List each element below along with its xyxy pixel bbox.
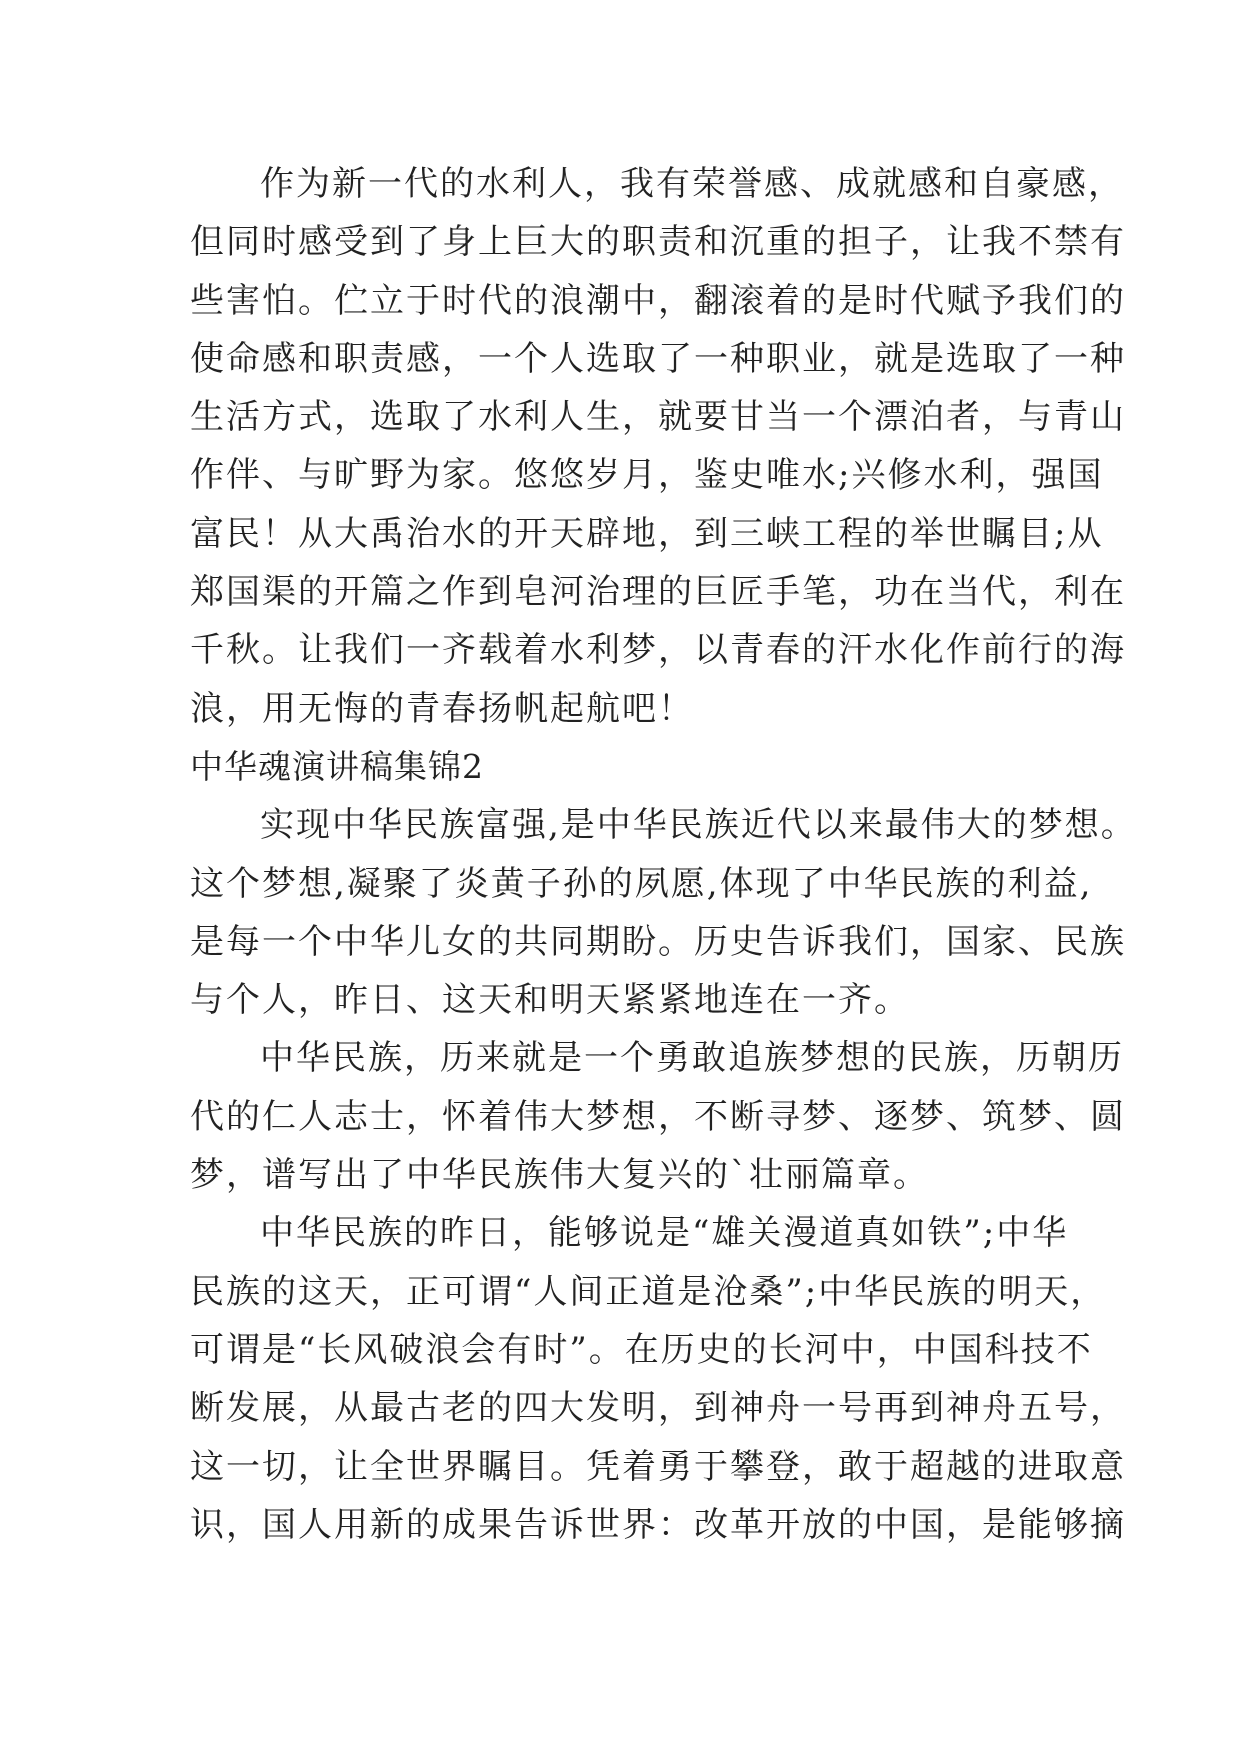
text-line: 些害怕。伫立于时代的浪潮中，翻滚着的是时代赋予我们的 — [190, 280, 1126, 321]
text-line: 作伴、与旷野为家。悠悠岁月，鉴史唯水;兴修水利，强国 — [190, 455, 1104, 496]
text-line: 民族的这天，正可谓“人间正道是沧桑”;中华民族的明天， — [190, 1271, 1107, 1312]
text-line: 可谓是“长风破浪会有时”。在历史的长河中，中国科技不 — [190, 1329, 1093, 1370]
text-line: 千秋。让我们一齐载着水利梦，以青春的汗水化作前行的海 — [190, 630, 1126, 671]
text-line: 浪，用无悔的青春扬帆起航吧！ — [190, 688, 694, 729]
text-line: 断发展，从最古老的四大发明，到神舟一号再到神舟五号， — [190, 1388, 1126, 1429]
text-line: 生活方式，选取了水利人生，就要甘当一个漂泊者，与青山 — [190, 397, 1126, 438]
section-heading: 中华魂演讲稿集锦2 — [190, 746, 484, 786]
document-body — [190, 155, 1137, 1554]
text-line: 实现中华民族富强,是中华民族近代以来最伟大的梦想。 — [260, 805, 1137, 846]
text-line: 识，国人用新的成果告诉世界：改革开放的中国，是能够摘 — [190, 1504, 1126, 1545]
text-line: 这个梦想,凝聚了炎黄子孙的夙愿,体现了中华民族的利益, — [190, 863, 1093, 904]
text-line: 但同时感受到了身上巨大的职责和沉重的担子，让我不禁有 — [190, 222, 1126, 263]
text-line: 这一切，让全世界瞩目。凭着勇于攀登，敢于超越的进取意 — [190, 1446, 1126, 1487]
text-line: 郑国渠的开篇之作到皂河治理的巨匠手笔，功在当代，利在 — [190, 572, 1126, 613]
text-line: 作为新一代的水利人，我有荣誉感、成就感和自豪感， — [260, 164, 1124, 204]
text-line: 与个人，昨日、这天和明天紧紧地连在一齐。 — [190, 980, 910, 1021]
text-line: 富民！从大禹治水的开天辟地，到三峡工程的举世瞩目;从 — [190, 513, 1104, 554]
text-line: 代的仁人志士，怀着伟大梦想，不断寻梦、逐梦、筑梦、圆 — [190, 1096, 1126, 1137]
text-line: 中华民族的昨日，能够说是“雄关漫道真如铁”;中华 — [260, 1213, 1069, 1254]
text-line: 使命感和职责感，一个人选取了一种职业，就是选取了一种 — [190, 338, 1126, 379]
text-line: 梦，谱写出了中华民族伟大复兴的`壮丽篇章。 — [190, 1155, 929, 1196]
text-line: 中华民族，历来就是一个勇敢追族梦想的民族，历朝历 — [260, 1038, 1124, 1079]
text-line: 是每一个中华儿女的共同期盼。历史告诉我们，国家、民族 — [190, 921, 1126, 962]
